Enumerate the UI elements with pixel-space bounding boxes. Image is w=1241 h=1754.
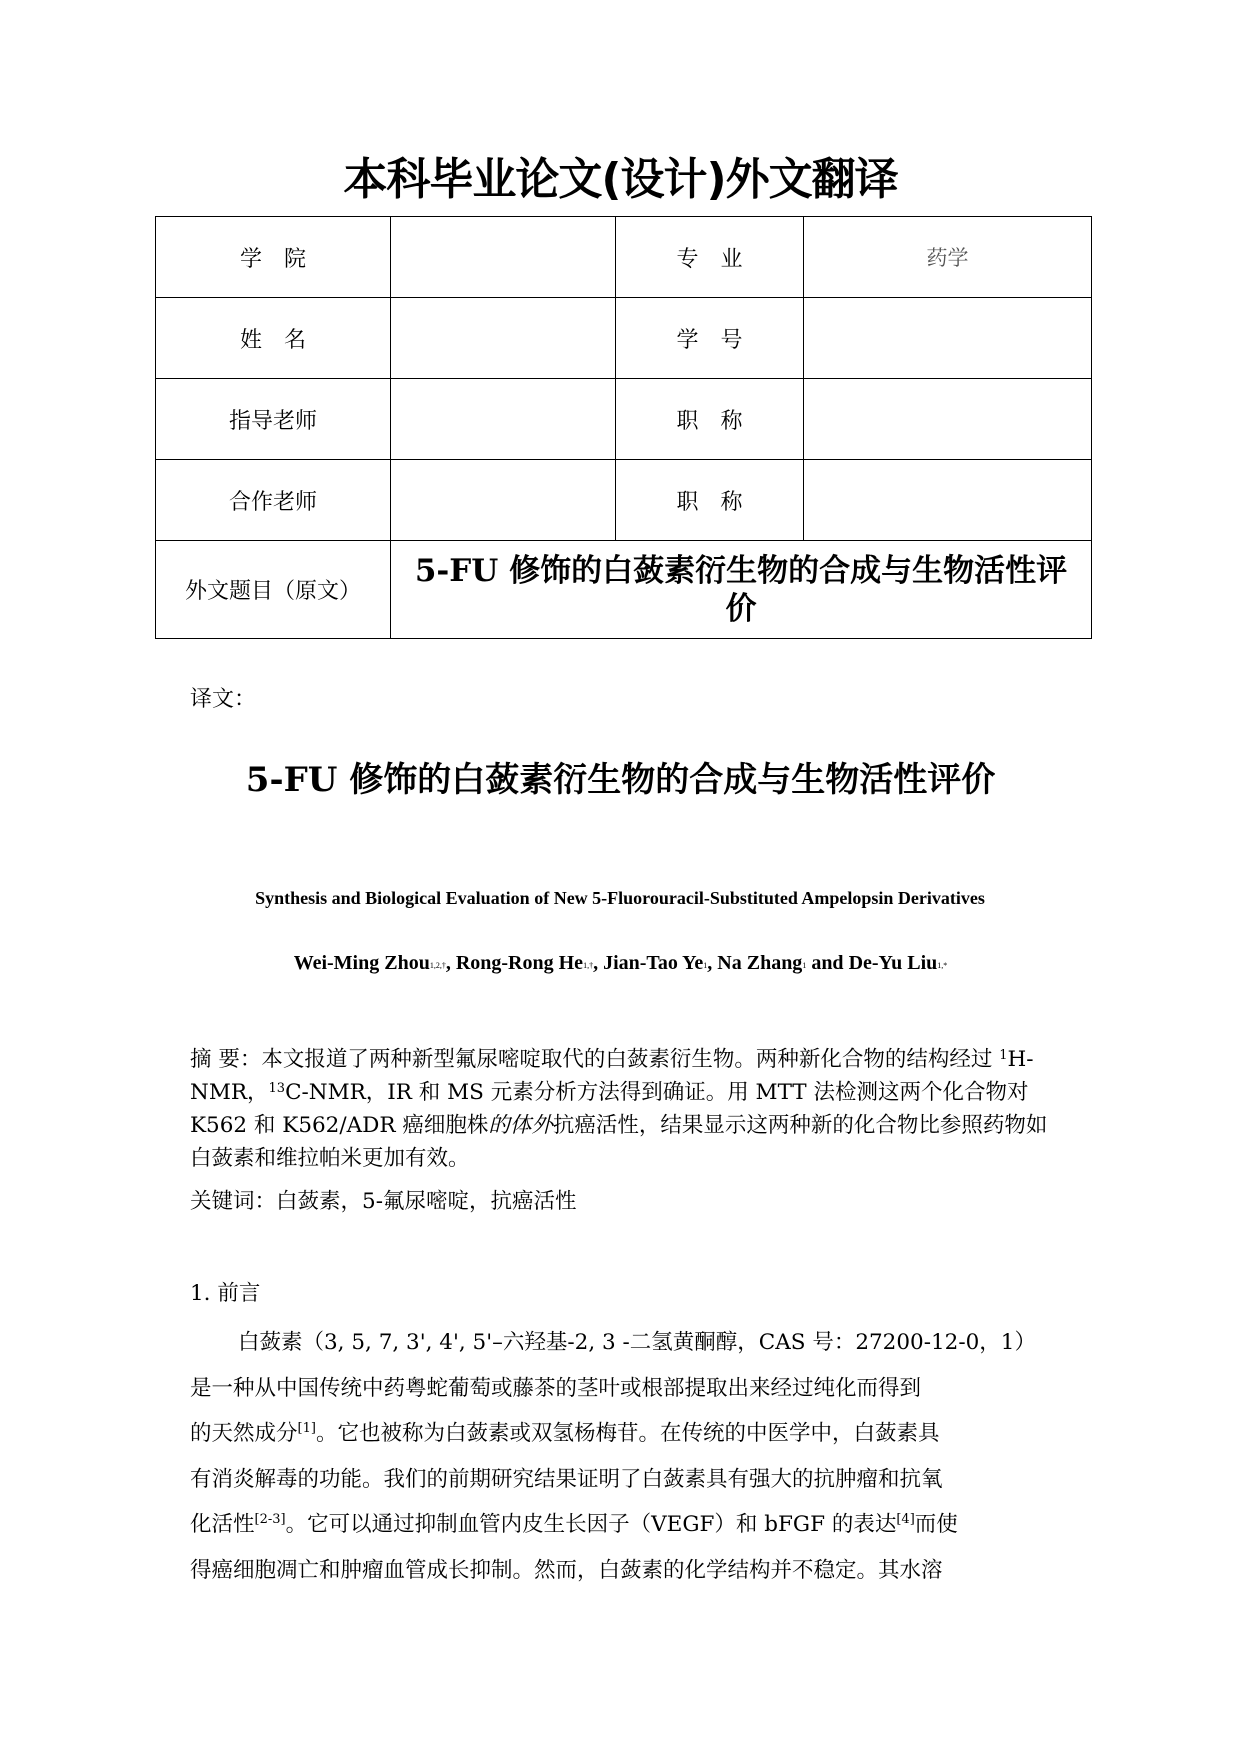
body-text-segment: 化活性: [190, 1512, 255, 1537]
english-title: Synthesis and Biological Evaluation of New 5-Fluorouracil-Substituted Ampelopsin Derivatives: [255, 888, 985, 908]
form-value-name: [391, 298, 616, 379]
author-name: Na Zhang: [717, 952, 803, 974]
body-text-segment: 。它也被称为白蔹素或双氢杨梅苷。在传统的中医学中，白蔹素具: [315, 1421, 940, 1446]
form-value-major: 药学: [804, 217, 1092, 298]
body-line: [190, 1411, 1062, 1457]
author-affiliation: 1: [703, 961, 708, 970]
citation-ref: [2-3]: [254, 1512, 286, 1527]
form-label-co-advisor-title: 职 称: [616, 460, 804, 541]
form-label-student-id: 学 号: [616, 298, 804, 379]
info-form-table: [155, 216, 1092, 639]
form-label-advisor-title: 职 称: [616, 379, 804, 460]
author-affiliation: 1,*: [937, 961, 948, 970]
form-label-subject: 外文题目（原文）: [156, 541, 391, 639]
keywords-label: 关键词：: [190, 1189, 277, 1214]
form-row-advisor: [156, 379, 1092, 460]
body-paragraph: [190, 1320, 1062, 1593]
form-label-advisor: 指导老师: [156, 379, 391, 460]
form-label-name: 姓 名: [156, 298, 391, 379]
abstract-text: C-NMR，IR 和 MS 元素分析方法得到确证。用 MTT 法检测这两个化合物对 K562 和 K562/ADR 癌细胞株: [190, 1080, 1029, 1138]
form-label-major: 专 业: [616, 217, 804, 298]
form-row-college: [156, 217, 1092, 298]
abstract-italic-text: 的体外: [488, 1113, 553, 1138]
form-value-advisor-title: [804, 379, 1092, 460]
document-title: 本科毕业论文(设计)外文翻译: [343, 154, 898, 205]
chinese-title: 5-FU 修饰的白蔹素衍生物的合成与生物活性评价: [245, 760, 996, 800]
author-separator: ,: [445, 952, 456, 974]
author-name: De-Yu Liu: [848, 952, 938, 974]
author-name: Rong-Rong He: [455, 952, 584, 974]
abstract-paragraph: [190, 1043, 1060, 1175]
body-text-segment: 。它可以通过抑制血管内皮生长因子（VEGF）和 bFGF 的表达: [285, 1512, 897, 1537]
abstract-lead: 摘 要：: [190, 1047, 262, 1072]
author-separator: ,: [707, 952, 718, 974]
author-affiliation: 1,2,†: [429, 961, 446, 970]
body-text-segment: 的天然成分: [190, 1421, 298, 1446]
body-text-segment: 而使: [914, 1512, 958, 1537]
author-affiliation: 1,†: [583, 961, 594, 970]
form-value-advisor: [391, 379, 616, 460]
author-separator: and: [806, 952, 849, 974]
form-label-co-advisor: 合作老师: [156, 460, 391, 541]
author-affiliation: 1: [802, 961, 807, 970]
isotope-superscript: 1: [999, 1048, 1008, 1063]
keywords-text: 白蔹素，5-氟尿嘧啶，抗癌活性: [276, 1189, 577, 1214]
author-separator: ,: [593, 952, 604, 974]
form-value-subject: 5-FU 修饰的白蔹素衍生物的合成与生物活性评价: [391, 541, 1092, 639]
author-list: [0, 948, 1241, 981]
body-line: 有消炎解毒的功能。我们的前期研究结果证明了白蔹素具有强大的抗肿瘤和抗氧: [190, 1466, 943, 1492]
translation-label: 译文：: [190, 687, 257, 712]
abstract-text: H-NMR，: [190, 1047, 1034, 1105]
author-name: Wei-Ming Zhou: [293, 952, 430, 974]
form-row-co-advisor: [156, 460, 1092, 541]
author-name: Jian-Tao Ye: [603, 952, 704, 974]
form-value-co-advisor-title: [804, 460, 1092, 541]
form-value-college: [391, 217, 616, 298]
form-row-subject: [156, 541, 1092, 639]
form-row-name: [156, 298, 1092, 379]
citation-ref: [1]: [297, 1421, 316, 1436]
form-label-college: 学 院: [156, 217, 391, 298]
body-line: 白蔹素（3, 5, 7, 3', 4', 5'–六羟基-2, 3 -二氢黄酮醇，CAS 号：27200-12-0，1）: [238, 1330, 1036, 1355]
isotope-superscript: 13: [268, 1081, 286, 1096]
section-heading: 1. 前言: [190, 1281, 261, 1306]
citation-ref: [4]: [896, 1512, 915, 1527]
body-line: 得癌细胞凋亡和肿瘤血管成长抑制。然而，白蔹素的化学结构并不稳定。其水溶: [190, 1557, 943, 1583]
form-value-co-advisor: [391, 460, 616, 541]
abstract-text: 抗癌活性，结果显示这两种新的化合物比参照药物如白蔹素和维拉帕米更加有效。: [190, 1113, 1048, 1171]
body-line: [190, 1502, 1062, 1548]
keywords-line: [190, 1185, 576, 1218]
body-line: 是一种从中国传统中药粤蛇葡萄或藤茶的茎叶或根部提取出来经过纯化而得到: [190, 1375, 922, 1401]
abstract-text: 本文报道了两种新型氟尿嘧啶取代的白蔹素衍生物。两种新化合物的结构经过: [261, 1047, 1000, 1072]
form-value-student-id: [804, 298, 1092, 379]
